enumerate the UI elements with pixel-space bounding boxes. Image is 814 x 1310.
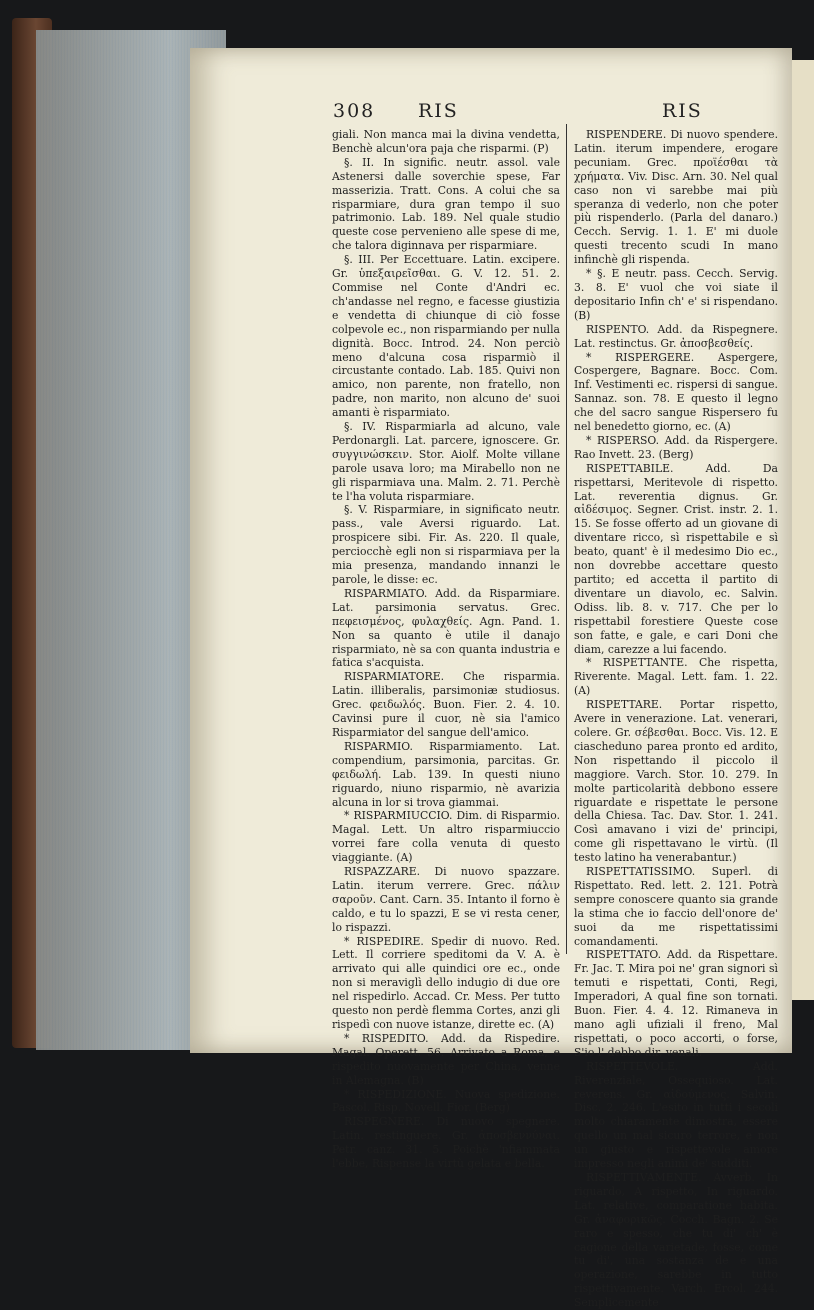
- right-column: [574, 128, 778, 1310]
- entry: * RISPERGERE. Aspergere, Cospergere, Bagnare. Bocc. Com. Inf. Vestimenti ec. rispersi di sangue. Sannaz. son. 78. E questo il legno che del sacro sangue Rispersero fu nel benedetto giorno, ec. (A): [574, 350, 778, 434]
- entry: * RISPETTANTE. Che rispetta, Riverente. Magal. Lett. fam. 1. 22. (A): [574, 656, 778, 698]
- entry: RISPETTABILE. Add. Da rispettarsi, Meritevole di rispetto. Lat. reverentia dignus. Gr. αἰδέσιμος. Segner. Crist. instr. 2. 1. 15. Se fosse offerto ad un giovane di diventare ricco, sì rispettabile e sì beato, quant' è il medesimo Dio ec., non dovrebbe accettare questo partito; ed accetta il partito di diventare un diavolo, ec. Salvin. Odiss. lib. 8. v. 717. Che per lo rispettabil forestiere Queste cose son fatte, e gale, e cari Doni che diam, carezze a lui facendo.: [574, 461, 778, 656]
- entry: RISPETTIVAMENTE. Avverb. In riguardo, A rispetto, In riguardo. Lat. relative, comparatione habita. Gr. ἀναφορικῶς. Cocch. Bagn. 2. Se raro e spesso, che tu di' ch' è cagione della varietade, fosse, come tu di', una sostanza de e una operazione, sarebbe in tutto rispettivamente. Varch. Ercol. 244. Semplicemente: [574, 1170, 778, 1310]
- facing-page-edge: [792, 60, 814, 1000]
- entry: * RISPERSO. Add. da Rispergere. Rao Invett. 23. (Berg): [574, 433, 778, 461]
- entry: * RISPARMIUCCIO. Dim. di Risparmio. Magal. Lett. Un altro risparmiuccio vorrei fare colla venuta di questo viaggiante. (A): [332, 809, 560, 865]
- entry: RISPEGNERE. Di nuovo spegnere. Latin. restinguere. Gr. ἀποσβεννύναι. Petr. canz. 31. 5. Poichè 'nfiammata l'ebbe, Rispense la virtù gelata e bella.: [332, 1115, 560, 1171]
- entry: RISPETTATISSIMO. Superl. di Rispettato. Red. lett. 2. 121. Potrà sempre conoscere quanto sia grande la stima che io faccio dell'onore de' suoi da me rispettatissimi comandamenti.: [574, 865, 778, 948]
- entry: §. V. Risparmiare, in significato neutr. pass., vale Aversi riguardo. Lat. prospicere sibi. Fir. As. 220. Il quale, perciocchè egli non si risparmiava per la mia presenza, mandando innanzi le parole, le disse: ec.: [332, 503, 560, 586]
- entry: RISPETTARE. Portar rispetto, Avere in venerazione. Lat. venerari, colere. Gr. σέβεσθαι. Bocc. Vis. 12. E ciascheduno parea pronto ed ardito, Non rispettando il piccolo il maggiore. Varch. Stor. 10. 279. In molte particolarità debbono essere riguardate e rispettate le persone della Chiesa. Tac. Dav. Stor. 1. 241. Così amavano i vizi de' principi, come gli rispettavano le virtù. (Il testo latino ha venerabantur.): [574, 698, 778, 865]
- entry: RISPARMIATORE. Che risparmia. Latin. illiberalis, parsimoniæ studiosus. Grec. φειδωλός. Buon. Fier. 2. 4. 10. Cavinsi pure il cuor, nè sia l'amico Risparmiator del sangue dell'amico.: [332, 670, 560, 739]
- running-head-left: RIS: [418, 100, 459, 122]
- entry: RISPENDERE. Di nuovo spendere. Latin. iterum impendere, erogare pecuniam. Grec. προϊέσθαι τὰ χρήματα. Viv. Disc. Arn. 30. Nel qual caso non vi sarebbe mai più speranza di vederlo, non che poter più rispenderlo. (Parla del danaro.) Cecch. Servig. 1. 1. E' mi duole questi trecento scudi In mano infinchè gli rispenda.: [574, 128, 778, 267]
- entry: RISPENTO. Add. da Rispegnere. Lat. restinctus. Gr. ἀποσβεσθείς.: [574, 322, 778, 350]
- page-number: 308: [333, 100, 376, 122]
- entry: §. IV. Risparmiarla ad alcuno, vale Perdonargli. Lat. parcere, ignoscere. Gr. συγγινώσκειν. Stor. Aiolf. Molte villane parole usava loro; ma Mirabello non ne gli risparmiava una. Malm. 2. 71. Perchè te l'ha voluta risparmiare.: [332, 420, 560, 503]
- entry: §. II. In signific. neutr. assol. vale Astenersi dalle soverchie spese, Far masserizia. Tratt. Cons. A colui che sa risparmiare, dura gran tempo il suo patrimonio. Lab. 189. Nel quale studio queste cose pervenieno alle spese di me, che talora diginnava per risparmiare.: [332, 155, 560, 253]
- entry: RISPETTATO. Add. da Rispettare. Fr. Jac. T. Mira poi ne' gran signori sì temuti e rispettati, Conti, Regi, Imperadori, A qual fine son tornati. Buon. Fier. 4. 4. 12. Rimaneva in mano agli ufiziali il freno, Mal rispettati, o poco accorti, o forse, S'io l' debbo dir, venali.: [574, 948, 778, 1059]
- entry: giali. Non manca mai la divina vendetta, Benchè alcun'ora paja che risparmi. (P): [332, 128, 560, 155]
- entry: * RISPEDITO. Add. da Rispedire. Magal. Operett. 56. Arrivato a Roma, e rispedito nuovamente per China, venne in Alemagna. (B): [332, 1031, 560, 1087]
- entry: * RISPEDIRE. Spedir di nuovo. Red. Lett. Il corriere speditomi da V. A. è arrivato qui alle quindici ore ec., onde non si meraviglì dello indugio di due ore nel rispedirlo. Accad. Cr. Mess. Per tutto questo non perdè flemma Cortes, anzi gli rispedì con nuove istanze, dirette ec. (A): [332, 934, 560, 1031]
- entry: * §. E neutr. pass. Cecch. Servig. 3. 8. E' vuol che voi siate il depositario Infin ch' e' si rispendano. (B): [574, 267, 778, 322]
- entry: RISPAZZARE. Di nuovo spazzare. Latin. iterum verrere. Grec. πάλιν σαροῦν. Cant. Carn. 35. Intanto il forno è caldo, e tu lo spazzi, E se vi resta cener, lo rispazzi.: [332, 865, 560, 934]
- column-rule: [566, 124, 567, 954]
- entry: RISPARMIO. Risparmiamento. Lat. compendium, parsimonia, parcitas. Gr. φειδωλή. Lab. 139. In questi niuno riguardo, niuno risparmio, nè avarizia alcuna in lor si trova giammai.: [332, 739, 560, 809]
- entry: RISPARMIATO. Add. da Risparmiare. Lat. parsimonia servatus. Grec. πεφεισμένος, φυλαχθείς. Agn. Pand. 1. Non sa quanto è utile il danajo risparmiato, nè sa con quanta industria e fatica s'acquista.: [332, 586, 560, 670]
- entry: RISPETTEVOLE. Add. Riverenziale, Ossequioso. Lat. reverens. Gr. αἰδούμενος. Salvin. Disc. 2. 246. L'esito in tutti i secoli molto chiaramente dimostra, essere quello un mal sicuro terrore, e non un giusto e rispettevole amore impresso negli animi de' sudditi.: [574, 1059, 778, 1171]
- left-column: [332, 128, 560, 1171]
- running-head-right: RIS: [662, 100, 703, 122]
- entry: §. III. Per Eccettuare. Latin. excipere. Gr. ὑπεξαιρεῖσθαι. G. V. 12. 51. 2. Commise nel Conte d'Andri ec. ch'andasse nel regno, e facesse giustizia e vendetta di chiunque di ciò fosse colpevole ec., non risparmiando per nulla dignità. Bocc. Introd. 24. Non perciò meno d'alcuna cosa risparmiò il circustante contado. Lab. 185. Quivi non amico, non parente, non fratello, non padre, non marito, non alcuno de' suoi amanti è risparmiato.: [332, 253, 560, 420]
- entry: * RISPEDIZIONE. Nuova spedizione. Pascol. Risp. Novell. Fior. (Berg): [332, 1087, 560, 1115]
